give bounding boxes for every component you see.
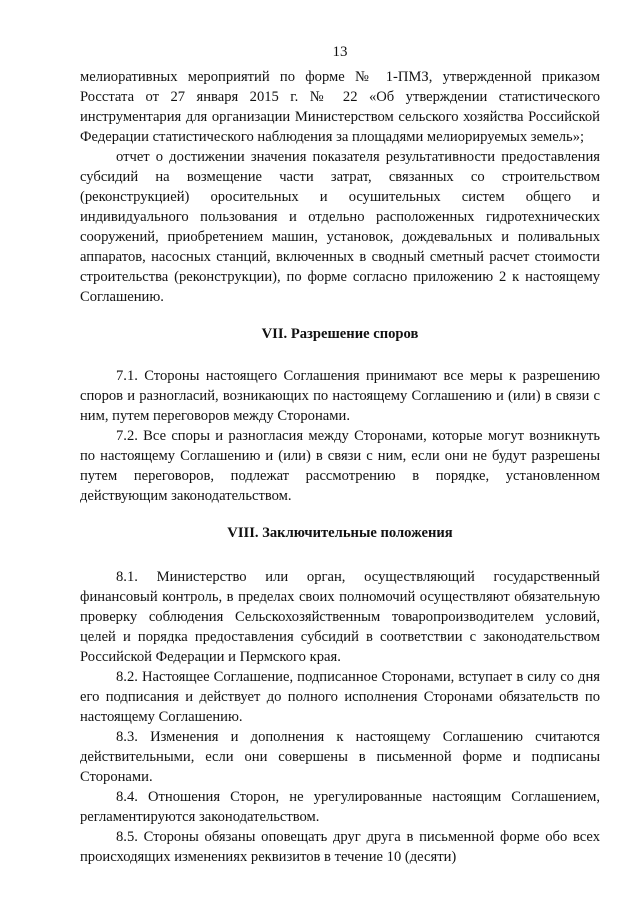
document-body <box>80 67 600 867</box>
clause-8-3: 8.3. Изменения и дополнения к настоящему Соглашению считаются действительными, если они совершены в письменной форме и подписаны Сторонами. <box>80 729 600 785</box>
section-7-title: VII. Разрешение споров <box>261 326 419 342</box>
section-8-title: VIII. Заключительные положения <box>227 525 453 541</box>
page-number: 13 <box>332 44 348 60</box>
clause-8-5: 8.5. Стороны обязаны оповещать друг друга в письменной форме обо всех происходящих изменениях реквизитов в течение 10 (десяти) <box>80 829 600 865</box>
paragraph-report: отчет о достижении значения показателя результативности предоставления субсидий на возмещение части затрат, связанных со строительством (реконструкцией) оросительных и осушительных систем общего и индивидуального пользования и отдельно расположенных гидротехнических сооружений, приобретением машин, установок, дождевальных и поливальных аппаратов, насосных станций, включенных в сводный сметный расчет стоимости строительства (реконструкции), по форме согласно приложению 2 к настоящему Соглашению. <box>80 149 600 305</box>
clause-8-1: 8.1. Министерство или орган, осуществляющий государственный финансовый контроль, в пределах своих полномочий осуществляют обязательную проверку соблюдения Сельскохозяйственным товаропроизводителем условий, целей и порядка предоставления субсидий в соответствии с законодательством Российской Федерации и Пермского края. <box>80 569 600 665</box>
clause-8-2: 8.2. Настоящее Соглашение, подписанное Сторонами, вступает в силу со дня его подписания и действует до полного исполнения Сторонами обязательств по настоящему Соглашению. <box>80 669 600 725</box>
clause-7-1: 7.1. Стороны настоящего Соглашения принимают все меры к разрешению споров и разногласий, возникающих по настоящему Соглашению и (или) в связи с ним, путем переговоров между Сторонами. <box>80 368 600 424</box>
clause-7-2: 7.2. Все споры и разногласия между Сторонами, которые могут возникнуть по настоящему Соглашению и (или) в связи с ним, если они не будут разрешены путем переговоров, подлежат рассмотрению в порядке, установленном действующим законодательством. <box>80 428 600 504</box>
clause-8-4: 8.4. Отношения Сторон, не урегулированные настоящим Соглашением, регламентируются законодательством. <box>80 789 600 825</box>
paragraph-continuation: мелиоративных мероприятий по форме № 1-ПМЗ, утвержденной приказом Росстата от 27 января 2015 г. № 22 «Об утверждении статистического инструментария для организации Министерством сельского хозяйства Российской Федерации статистического наблюдения за площадями мелиорируемых земель»; <box>80 69 600 145</box>
